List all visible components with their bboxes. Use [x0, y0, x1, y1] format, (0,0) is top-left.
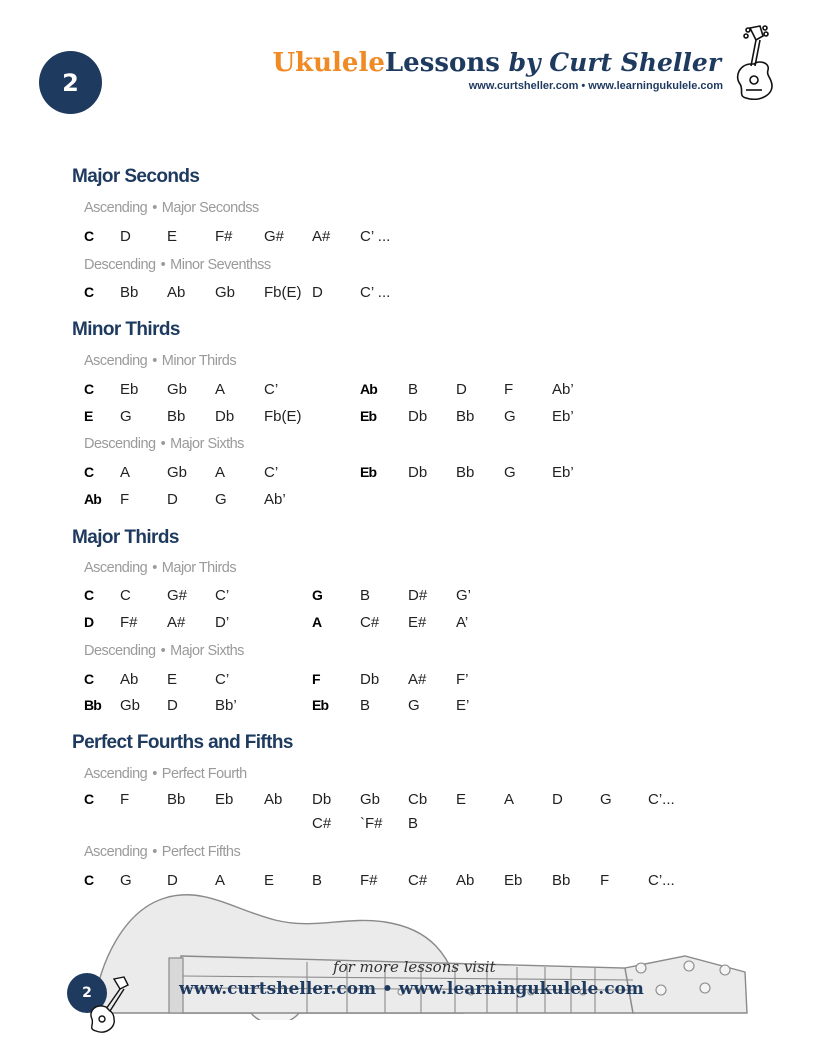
note: Bb [552, 872, 571, 889]
section-sub-label: Descending • Major Sixths [84, 436, 244, 452]
note: G [504, 408, 516, 425]
note: A# [167, 614, 186, 631]
sub-direction: Descending [84, 257, 156, 273]
note: Db [408, 408, 428, 425]
note-row [0, 464, 816, 484]
note: F [120, 491, 130, 508]
note: C’... [648, 791, 675, 808]
note: A’ [456, 614, 469, 631]
note: D# [408, 587, 428, 604]
note: B [408, 815, 419, 832]
ukulele-logo-icon [732, 24, 780, 100]
sub-interval: Minor Thirds [161, 353, 237, 369]
note: F [504, 381, 514, 398]
section-sub-label: Descending • Major Sixths [84, 643, 244, 659]
note: F [600, 872, 610, 889]
note: Ab’ [264, 491, 286, 508]
root-note: Bb [84, 697, 102, 713]
note: Gb [167, 381, 188, 398]
note: Gb [215, 284, 236, 301]
sub-direction: Ascending [84, 560, 148, 576]
note: G# [264, 228, 285, 245]
note: E’ [456, 697, 470, 714]
note: Ab [120, 671, 139, 688]
note: Ab [167, 284, 186, 301]
note: Db [408, 464, 428, 481]
note: A# [312, 228, 331, 245]
note: G [600, 791, 612, 808]
root-note: Eb [360, 464, 377, 480]
note: C’ ... [360, 284, 391, 301]
footer-ukulele-icon [84, 975, 138, 1035]
note: C [120, 587, 131, 604]
sub-interval: Perfect Fourth [161, 766, 247, 782]
root-note: D [84, 614, 94, 630]
note: Bb [167, 408, 186, 425]
note: F’ [456, 671, 469, 688]
note: Eb [215, 791, 234, 808]
note: C’ ... [360, 228, 391, 245]
note: D [456, 381, 467, 398]
footer-urls[interactable]: www.curtsheller.com • www.learningukulele.com [179, 979, 644, 999]
root-note: C [84, 671, 94, 687]
root-note: Ab [360, 381, 378, 397]
root-note: Ab [84, 491, 102, 507]
note: Gb [120, 697, 141, 714]
note-row [0, 614, 816, 634]
note: A# [408, 671, 427, 688]
note-row [0, 587, 816, 607]
footer-page-number: 2 [82, 985, 92, 1001]
note: Eb’ [552, 408, 574, 425]
footer-tagline: for more lessons visit [333, 958, 496, 976]
note: Bb [167, 791, 186, 808]
sub-direction: Ascending [84, 200, 148, 216]
root-note: C [84, 228, 94, 244]
note: G [120, 872, 132, 889]
note: G’ [456, 587, 471, 604]
note: D [120, 228, 131, 245]
note: B [408, 381, 419, 398]
note: Eb [504, 872, 523, 889]
note: Bb’ [215, 697, 237, 714]
note: B [312, 872, 323, 889]
note: A [504, 791, 515, 808]
brand-ukulele: Ukulele [272, 48, 385, 78]
note: C# [312, 815, 332, 832]
page-number: 2 [62, 68, 79, 97]
note: B [360, 587, 371, 604]
brand-by: by Curt Sheller [499, 48, 721, 77]
note: Gb [167, 464, 188, 481]
note: F [120, 791, 130, 808]
sub-interval: Major Secondss [161, 200, 259, 216]
section-title-minor-thirds: Minor Thirds [72, 319, 180, 340]
note: Db [215, 408, 235, 425]
note-row [0, 671, 816, 691]
note: G [120, 408, 132, 425]
section-sub-label: Ascending • Major Thirds [84, 560, 237, 576]
note: `F# [360, 815, 383, 832]
root-note: G [312, 587, 323, 603]
note: Ab [456, 872, 475, 889]
note: C’... [648, 872, 675, 889]
note: G [504, 464, 516, 481]
note: Bb [456, 408, 475, 425]
note: G# [167, 587, 188, 604]
sub-direction: Ascending [84, 844, 148, 860]
note: B [360, 697, 371, 714]
note: Fb(E) [264, 284, 302, 301]
note: G [215, 491, 227, 508]
note: E# [408, 614, 427, 631]
note: Bb [120, 284, 139, 301]
sub-interval: Major Sixths [170, 643, 244, 659]
section-sub-label: Ascending • Major Secondss [84, 200, 259, 216]
root-note: C [84, 381, 94, 397]
note: Bb [456, 464, 475, 481]
root-note: C [84, 872, 94, 888]
note-row [0, 697, 816, 717]
note: Ab [264, 791, 283, 808]
root-note: Eb [312, 697, 329, 713]
note: Db [360, 671, 380, 688]
note-row [0, 791, 816, 811]
note: F# [360, 872, 378, 889]
sub-interval: Major Sixths [170, 436, 244, 452]
note: Eb [120, 381, 139, 398]
root-note: F [312, 671, 320, 687]
root-note: Eb [360, 408, 377, 424]
note: C’ [264, 464, 279, 481]
note-row [0, 228, 816, 248]
note: C# [408, 872, 428, 889]
root-note: A [312, 614, 322, 630]
note: D [167, 491, 178, 508]
note: A [215, 381, 226, 398]
note: Db [312, 791, 332, 808]
note: Ab’ [552, 381, 574, 398]
note: Cb [408, 791, 428, 808]
section-sub-label: Descending • Minor Seventhss [84, 257, 271, 273]
section-title-major-seconds: Major Seconds [72, 166, 200, 187]
brand-lessons: Lessons [384, 48, 500, 78]
note: C# [360, 614, 380, 631]
note-row [0, 381, 816, 401]
sub-interval: Major Thirds [161, 560, 237, 576]
note: E [167, 671, 178, 688]
note: C’ [215, 587, 230, 604]
sub-interval: Minor Seventhss [170, 257, 271, 273]
note: Fb(E) [264, 408, 302, 425]
page-number-badge [39, 51, 102, 114]
note: C’ [215, 671, 230, 688]
root-note: C [84, 464, 94, 480]
note: E [264, 872, 275, 889]
note: D’ [215, 614, 230, 631]
note: Gb [360, 791, 381, 808]
sub-interval: Perfect Fifths [161, 844, 241, 860]
note: D [167, 872, 178, 889]
note: E [456, 791, 467, 808]
note-row-enharmonic [0, 815, 816, 835]
ukulele-illustration [85, 880, 755, 1020]
note-row [0, 408, 816, 428]
note: D [552, 791, 563, 808]
note: A [120, 464, 131, 481]
note-row [0, 491, 816, 511]
note: D [312, 284, 323, 301]
root-note: C [84, 284, 94, 300]
note-row [0, 284, 816, 304]
section-title-perfect-fourths-fifths: Perfect Fourths and Fifths [72, 732, 293, 753]
brand-logo-text [272, 48, 721, 78]
note: A [215, 872, 226, 889]
note: Eb’ [552, 464, 574, 481]
section-sub-label: Ascending • Minor Thirds [84, 353, 237, 369]
note: F# [215, 228, 233, 245]
section-sub-label: Ascending • Perfect Fourth [84, 766, 247, 782]
note: A [215, 464, 226, 481]
sub-direction: Descending [84, 643, 156, 659]
header-urls: www.curtsheller.com • www.learningukulele.com [468, 80, 723, 92]
root-note: C [84, 791, 94, 807]
note: G [408, 697, 420, 714]
section-sub-label: Ascending • Perfect Fifths [84, 844, 241, 860]
root-note: C [84, 587, 94, 603]
note: F# [120, 614, 138, 631]
section-title-major-thirds: Major Thirds [72, 527, 179, 548]
sub-direction: Descending [84, 436, 156, 452]
sub-direction: Ascending [84, 353, 148, 369]
note: D [167, 697, 178, 714]
note: E [167, 228, 178, 245]
note: C’ [264, 381, 279, 398]
sub-direction: Ascending [84, 766, 148, 782]
root-note: E [84, 408, 93, 424]
